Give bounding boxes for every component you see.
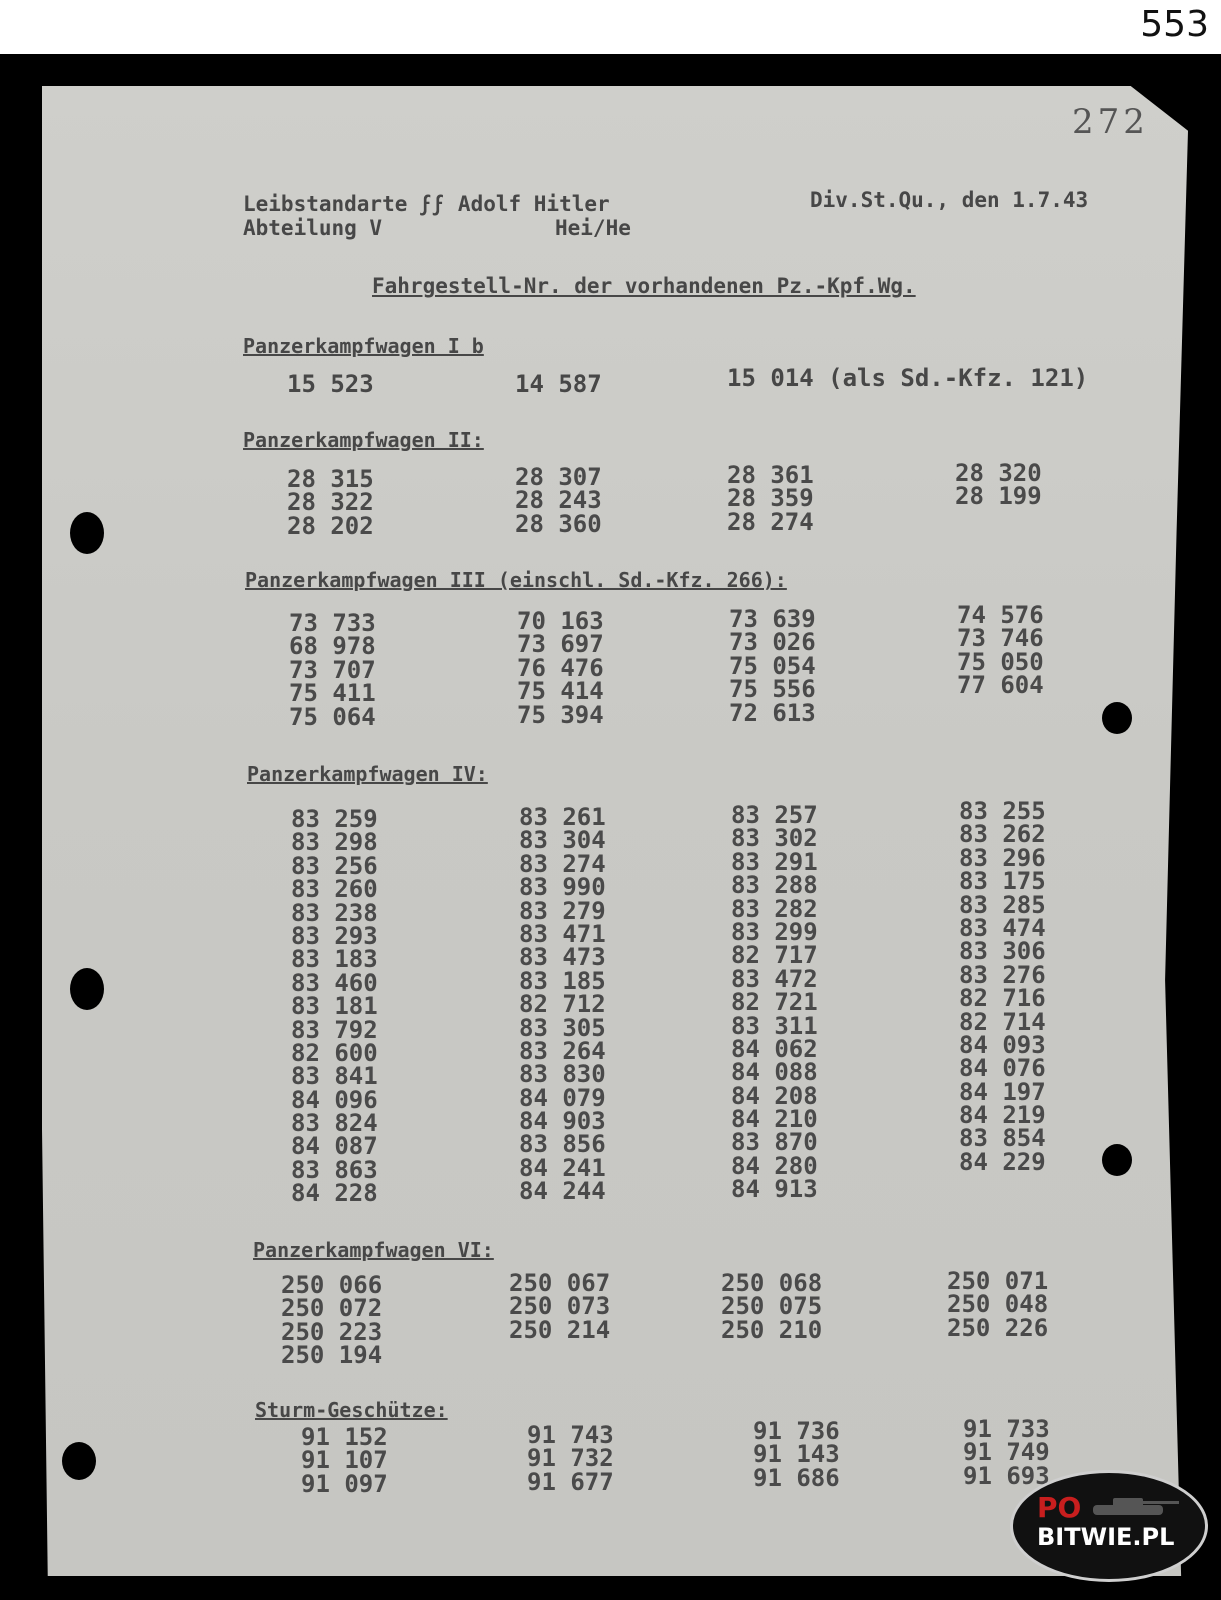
chassis-number: 250 073 — [509, 1292, 611, 1321]
chassis-number: 83 183 — [291, 945, 378, 974]
number-column — [957, 601, 1044, 700]
number-column — [527, 1421, 614, 1496]
chassis-number: 91 732 — [527, 1444, 614, 1473]
section-heading-pz6: Panzerkampfwagen VI: — [253, 1238, 494, 1262]
chassis-number: 76 476 — [517, 653, 604, 682]
chassis-number: 84 913 — [731, 1175, 818, 1204]
chassis-number: 15 523 — [287, 370, 374, 398]
place-date: Div.St.Qu., den 1.7.43 — [810, 188, 1089, 212]
chassis-number: 70 163 — [517, 607, 604, 635]
number-column — [291, 805, 378, 1208]
punch-hole — [62, 1442, 96, 1480]
chassis-number: 72 613 — [729, 698, 816, 727]
chassis-number: 73 707 — [289, 655, 376, 684]
chassis-number: 250 075 — [721, 1292, 823, 1321]
chassis-number: 83 474 — [959, 913, 1046, 942]
number-column — [515, 463, 602, 538]
chassis-number: 83 255 — [959, 797, 1046, 825]
chassis-number: 75 414 — [517, 677, 604, 706]
chassis-number: 83 306 — [959, 937, 1046, 966]
chassis-number: 77 604 — [957, 671, 1044, 700]
section-heading-pz3: Panzerkampfwagen III (einschl. Sd.-Kfz. 266): — [245, 568, 787, 592]
chassis-number: 91 693 — [963, 1461, 1050, 1490]
unit-line-2: Abteilung V — [243, 216, 383, 240]
number-column — [289, 609, 376, 731]
chassis-number: 83 285 — [959, 890, 1046, 919]
chassis-number: 28 202 — [287, 511, 374, 540]
chassis-number: 83 305 — [519, 1013, 606, 1042]
section-heading-pz2: Panzerkampfwagen II: — [243, 428, 484, 452]
watermark-bitwie: BITWIE.PL — [1037, 1523, 1175, 1551]
chassis-number: 84 087 — [291, 1132, 378, 1161]
number-column — [753, 1417, 840, 1492]
chassis-number: 84 076 — [959, 1054, 1046, 1083]
chassis-number: 83 296 — [959, 843, 1046, 872]
punch-hole — [70, 968, 104, 1010]
chassis-number: 83 792 — [291, 1015, 378, 1044]
chassis-number: 83 863 — [291, 1155, 378, 1184]
section-heading-stug: Sturm-Geschütze: — [255, 1398, 448, 1422]
chassis-number: 82 716 — [959, 984, 1046, 1013]
punch-hole — [1102, 702, 1132, 734]
chassis-number: 83 302 — [731, 824, 818, 853]
document-title: Fahrgestell-Nr. der vorhandenen Pz.-Kpf.Wg. — [372, 274, 916, 298]
watermark-logo — [1010, 1470, 1208, 1582]
chassis-number: 83 291 — [731, 847, 818, 876]
chassis-number: 250 210 — [721, 1315, 823, 1344]
chassis-number: 74 576 — [957, 601, 1044, 629]
chassis-number: 83 260 — [291, 875, 378, 904]
chassis-number: 82 714 — [959, 1007, 1046, 1036]
chassis-number: 91 152 — [301, 1423, 388, 1451]
chassis-number: 83 854 — [959, 1124, 1046, 1153]
chassis-number: 83 261 — [519, 803, 606, 831]
chassis-number: 82 712 — [519, 990, 606, 1019]
chassis-number: 28 243 — [515, 486, 602, 515]
chassis-number: 73 639 — [729, 605, 816, 633]
chassis-number: 84 088 — [731, 1058, 818, 1087]
chassis-number: 91 677 — [527, 1467, 614, 1496]
chassis-number: 84 208 — [731, 1081, 818, 1110]
chassis-number: 250 068 — [721, 1269, 823, 1297]
chassis-number: 84 219 — [959, 1101, 1046, 1130]
folio-stamp: 272 — [1072, 102, 1149, 142]
chassis-number: 83 870 — [731, 1128, 818, 1157]
number-column — [731, 801, 818, 1204]
chassis-number: 28 322 — [287, 488, 374, 517]
chassis-number: 250 067 — [509, 1269, 611, 1297]
number-column — [519, 803, 606, 1206]
chassis-number: 83 185 — [519, 966, 606, 995]
chassis-number: 91 743 — [527, 1421, 614, 1449]
number-column — [509, 1269, 611, 1344]
chassis-number: 83 262 — [959, 820, 1046, 849]
chassis-number: 250 072 — [281, 1294, 383, 1323]
chassis-number: 250 048 — [947, 1290, 1049, 1319]
chassis-number: 28 307 — [515, 463, 602, 491]
chassis-number: 73 026 — [729, 628, 816, 657]
chassis-number: 84 210 — [731, 1105, 818, 1134]
chassis-number: 250 214 — [509, 1315, 611, 1344]
number-column — [721, 1269, 823, 1344]
chassis-number: 84 280 — [731, 1151, 818, 1180]
chassis-number: 83 473 — [519, 943, 606, 972]
chassis-number: 83 274 — [519, 849, 606, 878]
chassis-number: 82 721 — [731, 988, 818, 1017]
chassis-number: 84 241 — [519, 1153, 606, 1182]
chassis-number: 73 697 — [517, 630, 604, 659]
watermark-po: PO — [1037, 1491, 1082, 1524]
chassis-number: 83 257 — [731, 801, 818, 829]
tank-icon — [1083, 1493, 1183, 1519]
chassis-number: 84 062 — [731, 1034, 818, 1063]
chassis-number: 84 096 — [291, 1085, 378, 1114]
chassis-number: 28 359 — [727, 484, 814, 513]
number-column — [729, 605, 816, 727]
chassis-number: 83 990 — [519, 873, 606, 902]
archive-header-bar — [0, 0, 1221, 54]
chassis-number: 250 071 — [947, 1267, 1049, 1295]
chassis-number: 84 079 — [519, 1083, 606, 1112]
chassis-number: 82 600 — [291, 1038, 378, 1067]
chassis-number: 28 274 — [727, 507, 814, 536]
archive-page-number: 553 — [1140, 4, 1209, 45]
chassis-number: 83 264 — [519, 1036, 606, 1065]
punch-hole — [1102, 1144, 1132, 1176]
chassis-number: 83 238 — [291, 898, 378, 927]
chassis-number: 83 311 — [731, 1011, 818, 1040]
chassis-number: 83 288 — [731, 871, 818, 900]
chassis-number: 84 093 — [959, 1030, 1046, 1059]
chassis-number: 250 194 — [281, 1341, 383, 1370]
chassis-number: 83 830 — [519, 1060, 606, 1089]
chassis-number: 83 276 — [959, 960, 1046, 989]
chassis-number: 83 279 — [519, 896, 606, 925]
chassis-number: 91 097 — [301, 1469, 388, 1498]
chassis-number: 28 199 — [955, 482, 1042, 511]
chassis-number: 83 299 — [731, 917, 818, 946]
number-column — [301, 1423, 388, 1498]
punch-hole — [70, 512, 104, 554]
chassis-number: 83 259 — [291, 805, 378, 833]
chassis-number: 83 304 — [519, 826, 606, 855]
number-column — [955, 459, 1042, 511]
chassis-number: 91 107 — [301, 1446, 388, 1475]
chassis-number: 83 841 — [291, 1062, 378, 1091]
chassis-number: 73 733 — [289, 609, 376, 637]
chassis-number: 83 293 — [291, 921, 378, 950]
chassis-number: 83 856 — [519, 1130, 606, 1159]
chassis-number: 83 824 — [291, 1109, 378, 1138]
chassis-number: 14 587 — [515, 370, 602, 398]
chassis-number: 75 054 — [729, 651, 816, 680]
chassis-number: 250 066 — [281, 1271, 383, 1299]
chassis-number: 82 717 — [731, 941, 818, 970]
chassis-number: 91 736 — [753, 1417, 840, 1445]
chassis-number: 75 411 — [289, 679, 376, 708]
chassis-number: 75 064 — [289, 702, 376, 731]
unit-line-1: Leibstandarte ϝϝ Adolf Hitler — [243, 192, 610, 216]
chassis-number: 91 686 — [753, 1463, 840, 1492]
chassis-number: 83 472 — [731, 964, 818, 993]
chassis-number: 75 556 — [729, 675, 816, 704]
chassis-number: 84 197 — [959, 1077, 1046, 1106]
section-heading-pz1: Panzerkampfwagen I b — [243, 334, 484, 358]
chassis-number: 83 471 — [519, 919, 606, 948]
chassis-number: 250 223 — [281, 1317, 383, 1346]
number-column — [281, 1271, 383, 1370]
chassis-number: 250 226 — [947, 1313, 1049, 1342]
chassis-number: 28 315 — [287, 465, 374, 493]
chassis-number: 83 298 — [291, 828, 378, 857]
chassis-number: 91 143 — [753, 1440, 840, 1469]
chassis-number: 68 978 — [289, 632, 376, 661]
section-heading-pz4: Panzerkampfwagen IV: — [247, 762, 488, 786]
chassis-number: 15 014 (als Sd.-Kfz. 121) — [727, 364, 1089, 392]
number-column — [959, 797, 1046, 1176]
chassis-number: 84 228 — [291, 1179, 378, 1208]
chassis-number: 28 320 — [955, 459, 1042, 487]
number-column — [287, 465, 374, 540]
chassis-number: 84 229 — [959, 1147, 1046, 1176]
chassis-number: 83 256 — [291, 851, 378, 880]
chassis-number: 75 050 — [957, 647, 1044, 676]
chassis-number: 28 361 — [727, 461, 814, 489]
number-column — [947, 1267, 1049, 1342]
chassis-number: 83 181 — [291, 992, 378, 1021]
chassis-number: 28 360 — [515, 509, 602, 538]
reference-initials: Hei/He — [555, 216, 631, 240]
chassis-number: 83 460 — [291, 968, 378, 997]
chassis-number: 73 746 — [957, 624, 1044, 653]
number-column — [517, 607, 604, 729]
chassis-number: 83 282 — [731, 894, 818, 923]
chassis-number: 75 394 — [517, 700, 604, 729]
number-column — [727, 461, 814, 536]
chassis-number: 91 733 — [963, 1415, 1050, 1443]
number-column — [963, 1415, 1050, 1490]
chassis-number: 84 903 — [519, 1107, 606, 1136]
chassis-number: 83 175 — [959, 867, 1046, 896]
chassis-number: 91 749 — [963, 1438, 1050, 1467]
chassis-number: 84 244 — [519, 1177, 606, 1206]
